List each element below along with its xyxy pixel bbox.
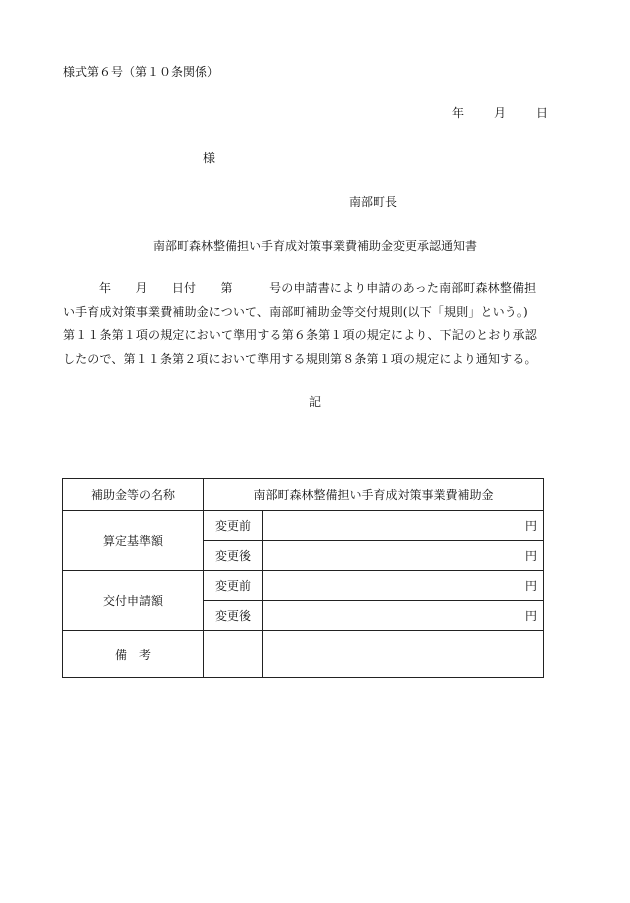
body-text	[63, 277, 538, 371]
document-title: 南部町森林整備担い手育成対策事業費補助金変更承認通知書	[152, 239, 477, 253]
remarks-label: 備 考	[63, 631, 204, 678]
calc-before-label: 変更前	[204, 511, 263, 541]
calc-after-yen: 円	[263, 541, 544, 571]
calc-after-label: 変更後	[204, 541, 263, 571]
date-line	[452, 104, 548, 121]
subsidy-name-label: 補助金等の名称	[63, 479, 204, 511]
date-month: 月	[494, 106, 507, 120]
remarks-value	[263, 631, 544, 678]
grant-after-yen: 円	[263, 601, 544, 631]
body-paragraph: 年 月 日付 第 号の申請書により申請のあった南部町森林整備担い手育成対策事業費補助金について、南部町補助金等交付規則(以下「規則」という。)第１１条第１項の規定において準用する第６条第１項の規定により、下記のとおり承認したので、第１１条第２項において準用する規則第８条第１項の規定により通知する。	[63, 281, 537, 366]
table-row	[63, 631, 544, 678]
table-row	[63, 571, 544, 601]
date-year: 年	[452, 106, 465, 120]
grant-before-yen: 円	[263, 571, 544, 601]
subsidy-name-value: 南部町森林整備担い手育成対策事業費補助金	[204, 479, 544, 511]
table-row	[63, 511, 544, 541]
grant-request-label: 交付申請額	[63, 571, 204, 631]
remarks-blank	[204, 631, 263, 678]
table-row	[63, 479, 544, 511]
grant-before-label: 変更前	[204, 571, 263, 601]
ki-heading: 記	[308, 395, 321, 409]
date-day: 日	[536, 106, 549, 120]
calc-base-label: 算定基準額	[63, 511, 204, 571]
addressee: 様	[203, 151, 216, 165]
issuer: 南部町長	[349, 195, 398, 209]
calc-before-yen: 円	[263, 511, 544, 541]
grant-after-label: 変更後	[204, 601, 263, 631]
form-number: 様式第６号（第１０条関係）	[63, 65, 220, 79]
subsidy-table	[62, 478, 544, 678]
